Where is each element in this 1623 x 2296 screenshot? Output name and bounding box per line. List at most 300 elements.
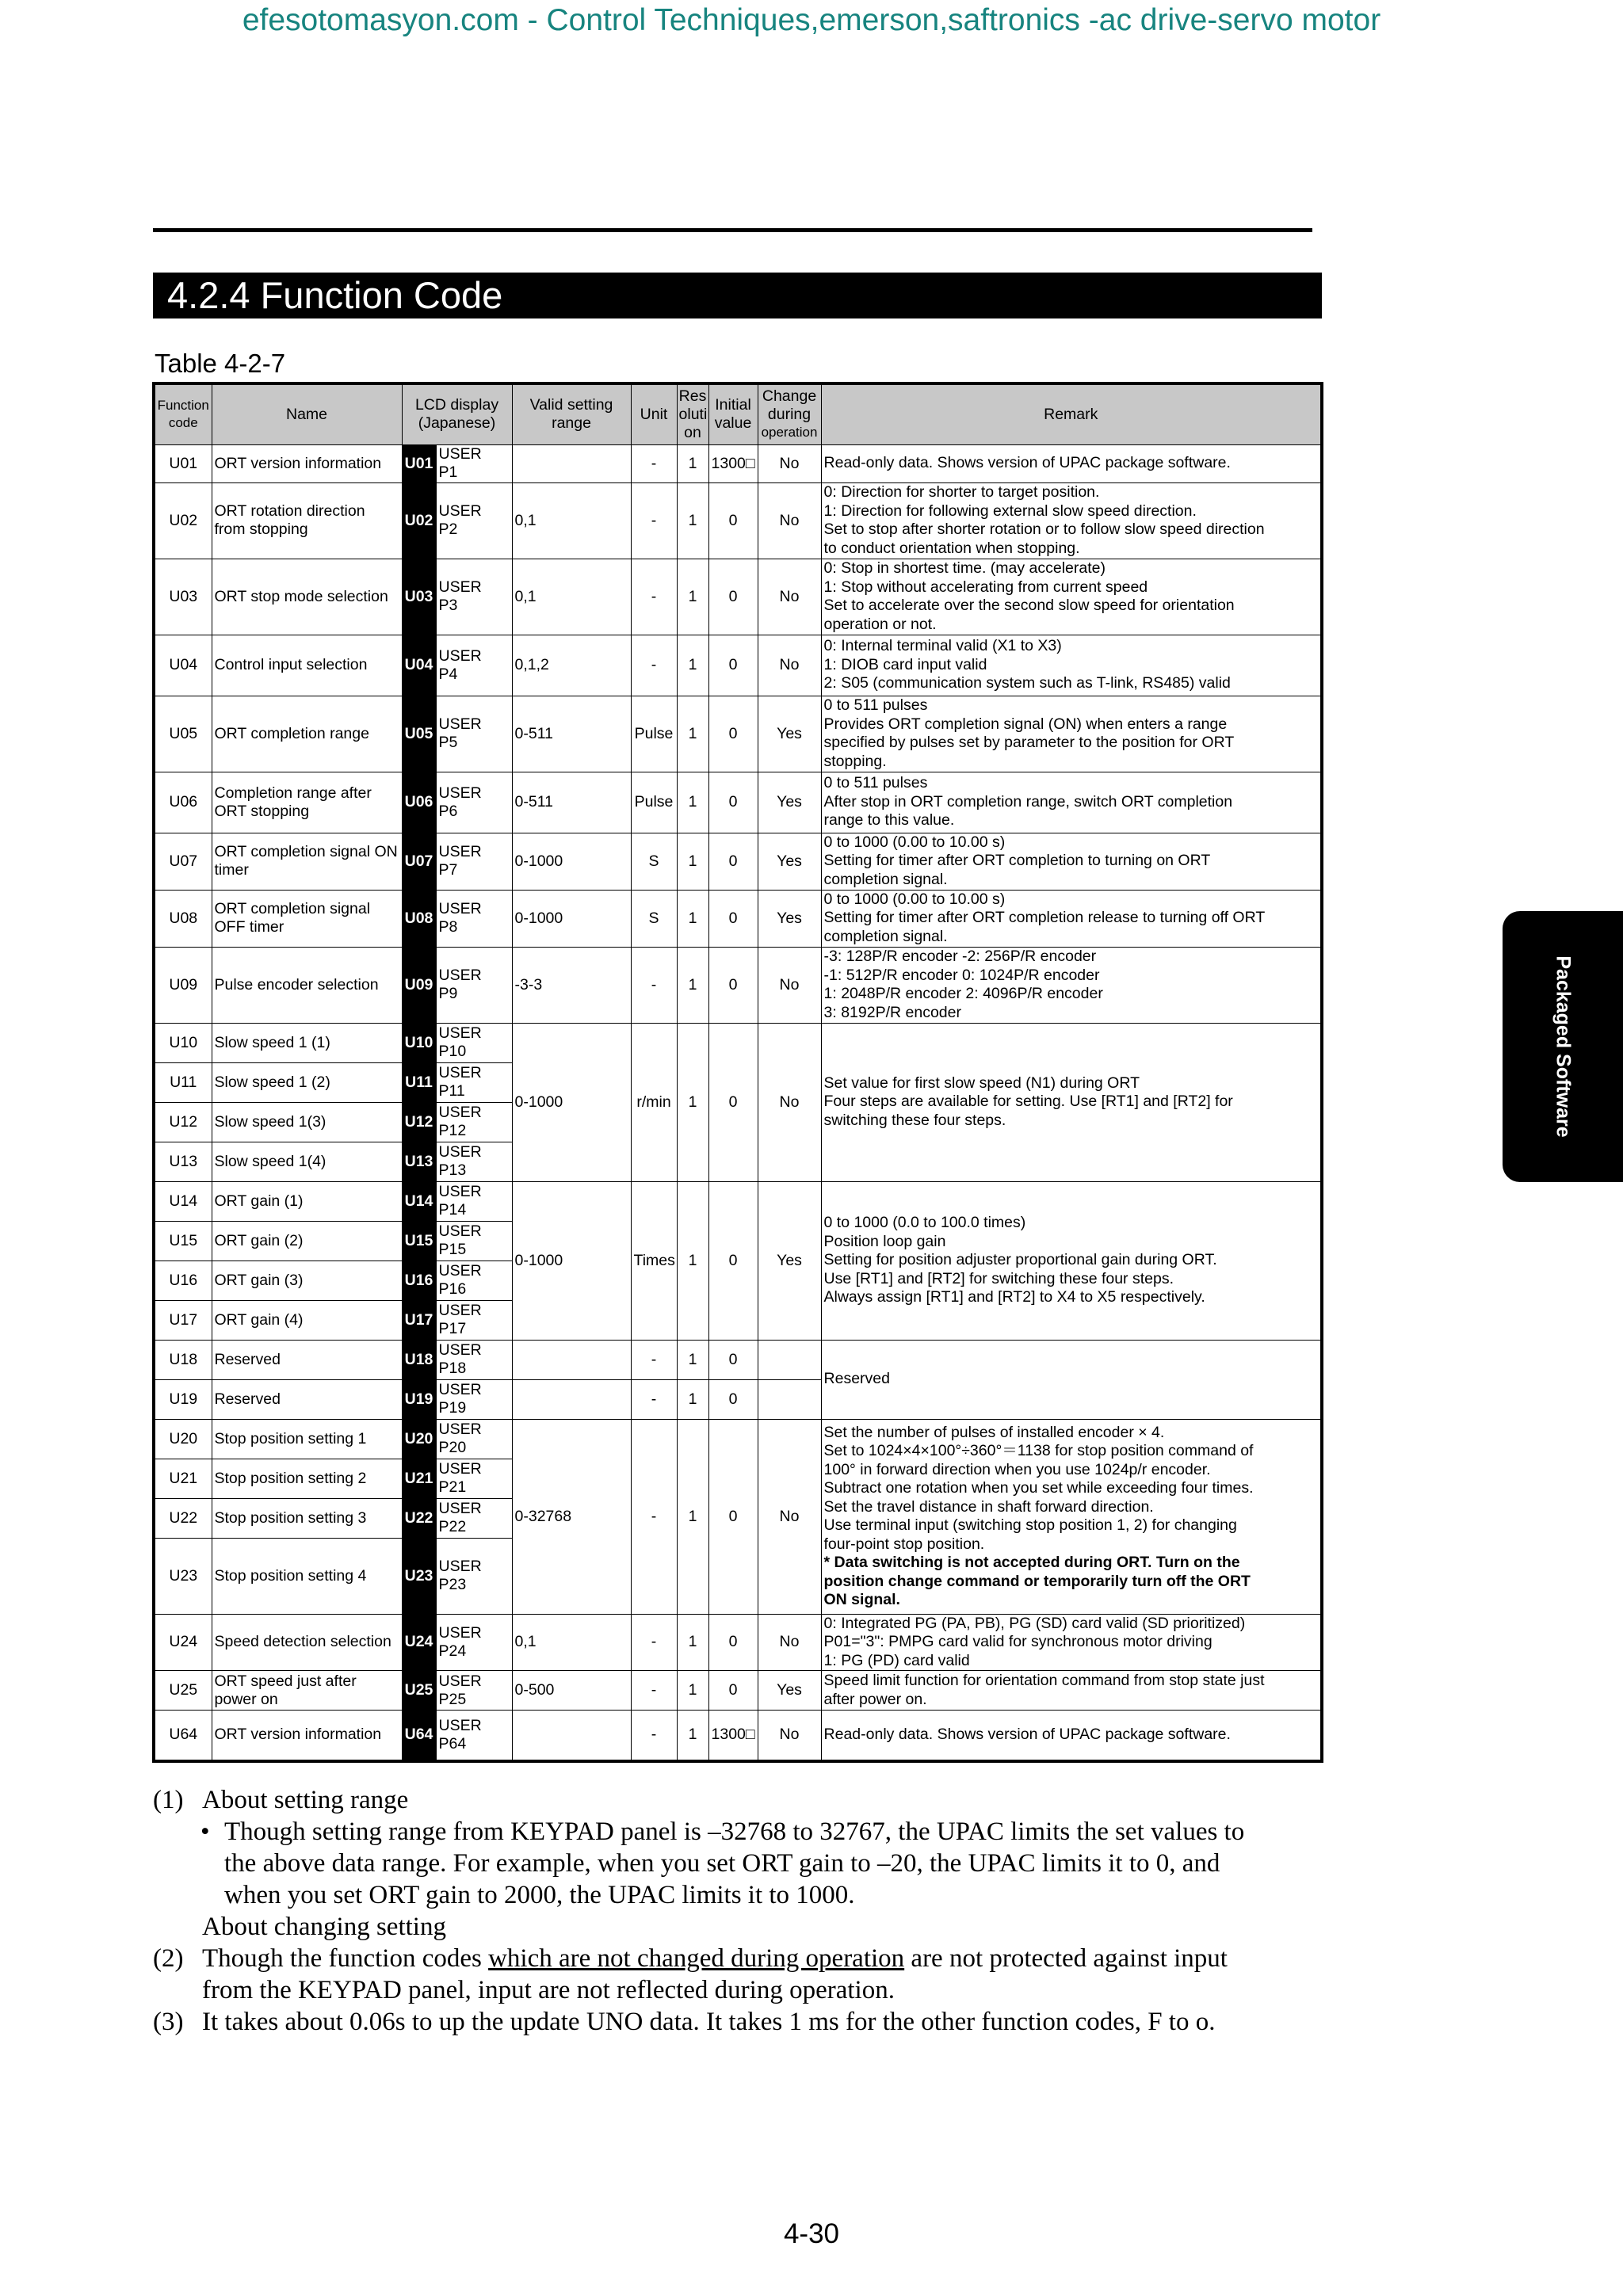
init-cell: 0 bbox=[708, 772, 758, 833]
lcd-user-param: P18 bbox=[438, 1360, 467, 1377]
init-cell: 0 bbox=[708, 1419, 758, 1614]
remark-line: to conduct orientation when stopping. bbox=[823, 539, 1080, 557]
lcd-user-label: USER bbox=[438, 1104, 482, 1121]
note-2-number: (2) bbox=[153, 1944, 184, 1973]
name-cell: Reserved bbox=[212, 1379, 402, 1419]
change-cell: Yes bbox=[758, 833, 821, 890]
unit-cell: - bbox=[631, 1379, 677, 1419]
lcd-user-label: USER bbox=[438, 646, 482, 665]
lcd-code-cell: U11 bbox=[402, 1062, 436, 1102]
range-cell bbox=[512, 1711, 631, 1761]
remark-line: Set the number of pulses of installed encoder × 4. bbox=[823, 1423, 1165, 1441]
header-unit: Unit bbox=[631, 383, 677, 444]
remark-line: -3: 128P/R encoder -2: 256P/R encoder bbox=[823, 948, 1097, 965]
remark-cell bbox=[821, 1023, 1322, 1181]
remark-cell bbox=[821, 1671, 1322, 1711]
name-cell: Control input selection bbox=[212, 635, 402, 696]
lcd-code-cell: U06 bbox=[402, 772, 436, 833]
range-cell bbox=[512, 444, 631, 482]
lcd-user-param: P14 bbox=[438, 1201, 467, 1219]
remark-cell bbox=[821, 1711, 1322, 1761]
lcd-code-cell: U03 bbox=[402, 559, 436, 635]
lcd-code-cell: U15 bbox=[402, 1221, 436, 1261]
side-tab-label: Packaged Software bbox=[1552, 955, 1575, 1138]
remark-line: Setting for position adjuster proportional gain during ORT. bbox=[823, 1251, 1217, 1269]
lcd-user-cell bbox=[436, 1261, 512, 1300]
remark-line-bold: ON signal. bbox=[823, 1591, 900, 1608]
remark-line-bold: position change command or temporarily turn off the ORT bbox=[823, 1572, 1251, 1590]
lcd-user-param: P1 bbox=[438, 463, 458, 481]
function-code-cell: U10 bbox=[154, 1023, 212, 1062]
function-code-cell: U19 bbox=[154, 1379, 212, 1419]
res-cell: 1 bbox=[677, 1671, 708, 1711]
table-row bbox=[154, 444, 1322, 482]
remark-line: Reserved bbox=[823, 1370, 890, 1388]
lcd-user-cell bbox=[436, 1023, 512, 1062]
table-row bbox=[154, 1340, 1322, 1379]
section-title: 4.2.4 Function Code bbox=[153, 273, 1322, 318]
lcd-user-cell bbox=[436, 1671, 512, 1711]
function-code-table bbox=[152, 382, 1323, 1763]
lcd-code-cell: U01 bbox=[402, 444, 436, 482]
lcd-user-param: P10 bbox=[438, 1043, 467, 1060]
watermark-text: efesotomasyon.com - Control Techniques,emerson,saftronics -ac drive-servo motor bbox=[242, 3, 1381, 37]
range-cell: 0-500 bbox=[512, 1671, 631, 1711]
init-cell: 0 bbox=[708, 1340, 758, 1379]
unit-cell: - bbox=[631, 1671, 677, 1711]
lcd-user-cell bbox=[436, 444, 512, 482]
remark-cell bbox=[821, 833, 1322, 890]
remark-line: Subtract one rotation when you set while exceeding four times. bbox=[823, 1479, 1254, 1497]
init-cell: 0 bbox=[708, 482, 758, 559]
lcd-user-label: USER bbox=[438, 1341, 482, 1359]
lcd-user-param: P4 bbox=[438, 665, 458, 683]
lcd-user-cell bbox=[436, 947, 512, 1023]
function-code-cell: U20 bbox=[154, 1419, 212, 1459]
unit-cell: - bbox=[631, 1419, 677, 1614]
change-cell bbox=[758, 1379, 821, 1419]
lcd-user-cell bbox=[436, 1711, 512, 1761]
remark-line: 0: Stop in shortest time. (may accelerate) bbox=[823, 559, 1106, 577]
lcd-user-cell bbox=[436, 1062, 512, 1102]
remark-line: P01="3": PMPG card valid for synchronous motor driving bbox=[823, 1633, 1212, 1650]
header-lcd-display: LCD display (Japanese) bbox=[402, 383, 512, 444]
unit-cell: - bbox=[631, 444, 677, 482]
remark-cell bbox=[821, 635, 1322, 696]
res-cell: 1 bbox=[677, 1340, 708, 1379]
table-row bbox=[154, 1711, 1322, 1761]
name-cell: ORT speed just after power on bbox=[212, 1671, 402, 1711]
remark-line: Read-only data. Shows version of UPAC package software. bbox=[823, 454, 1231, 472]
change-cell: No bbox=[758, 635, 821, 696]
header-initial-value: Initial value bbox=[708, 383, 758, 444]
function-code-cell: U05 bbox=[154, 696, 212, 772]
unit-cell: - bbox=[631, 635, 677, 696]
name-cell: Stop position setting 3 bbox=[212, 1498, 402, 1538]
lcd-user-param: P16 bbox=[438, 1280, 467, 1298]
lcd-user-label: USER bbox=[438, 1064, 482, 1081]
remark-cell bbox=[821, 1340, 1322, 1419]
init-cell: 0 bbox=[708, 559, 758, 635]
res-cell: 1 bbox=[677, 1419, 708, 1614]
lcd-user-label: USER bbox=[438, 1558, 482, 1575]
name-cell: ORT gain (2) bbox=[212, 1221, 402, 1261]
function-code-cell: U17 bbox=[154, 1300, 212, 1340]
function-code-cell: U12 bbox=[154, 1102, 212, 1142]
unit-cell: S bbox=[631, 890, 677, 947]
remark-line: 0: Direction for shorter to target position. bbox=[823, 483, 1100, 501]
remark-line: Provides ORT completion signal (ON) when enters a range bbox=[823, 715, 1228, 733]
remark-line: Set to stop after shorter rotation or to follow slow speed direction bbox=[823, 521, 1265, 538]
remark-line: switching these four steps. bbox=[823, 1111, 1006, 1129]
lcd-user-cell bbox=[436, 1221, 512, 1261]
lcd-user-label: USER bbox=[438, 1421, 482, 1438]
remark-line: 3: 8192P/R encoder bbox=[823, 1003, 961, 1021]
lcd-user-param: P21 bbox=[438, 1478, 467, 1496]
lcd-user-param: P11 bbox=[438, 1082, 465, 1100]
table-row bbox=[154, 772, 1322, 833]
remark-line: 0 to 1000 (0.00 to 10.00 s) bbox=[823, 833, 1006, 851]
remark-line: 0 to 1000 (0.00 to 10.00 s) bbox=[823, 890, 1006, 908]
lcd-user-param: P3 bbox=[438, 597, 458, 614]
lcd-code-cell: U14 bbox=[402, 1181, 436, 1221]
remark-line: after power on. bbox=[823, 1690, 927, 1708]
change-cell: No bbox=[758, 1023, 821, 1181]
remark-line: Read-only data. Shows version of UPAC package software. bbox=[823, 1726, 1231, 1743]
lcd-user-param: P19 bbox=[438, 1399, 467, 1417]
name-cell: ORT stop mode selection bbox=[212, 559, 402, 635]
lcd-user-label: USER bbox=[438, 1262, 482, 1280]
res-cell: 1 bbox=[677, 1614, 708, 1671]
name-cell: Speed detection selection bbox=[212, 1614, 402, 1671]
note-2-text: from the KEYPAD panel, input are not reflected during operation. bbox=[202, 1976, 895, 2004]
unit-cell: r/min bbox=[631, 1023, 677, 1181]
change-cell: No bbox=[758, 444, 821, 482]
function-code-cell: U21 bbox=[154, 1459, 212, 1498]
unit-cell: - bbox=[631, 559, 677, 635]
res-cell: 1 bbox=[677, 635, 708, 696]
res-cell: 1 bbox=[677, 947, 708, 1023]
remark-line: 1: Stop without accelerating from current speed bbox=[823, 578, 1148, 596]
header-valid-range: Valid setting range bbox=[512, 383, 631, 444]
lcd-user-cell bbox=[436, 772, 512, 833]
function-code-cell: U14 bbox=[154, 1181, 212, 1221]
function-code-cell: U09 bbox=[154, 947, 212, 1023]
remark-line: specified by pulses set by parameter to the position for ORT bbox=[823, 734, 1235, 751]
name-cell: ORT rotation direction from stopping bbox=[212, 482, 402, 559]
lcd-user-param: P17 bbox=[438, 1320, 467, 1337]
note-1-text: the above data range. For example, when you set ORT gain to –20, the UPAC limits it to 0, and bbox=[224, 1849, 1220, 1878]
init-cell: 1300□ bbox=[708, 444, 758, 482]
lcd-user-label: USER bbox=[438, 1183, 482, 1200]
remark-line: Speed limit function for orientation command from stop state just bbox=[823, 1672, 1265, 1689]
remark-line: 0 to 511 pulses bbox=[823, 696, 928, 714]
note-1-title: About setting range bbox=[202, 1786, 409, 1814]
side-tab bbox=[1503, 911, 1623, 1182]
change-cell: Yes bbox=[758, 772, 821, 833]
remark-line: 1: DIOB card input valid bbox=[823, 655, 987, 673]
change-cell: Yes bbox=[758, 696, 821, 772]
lcd-user-cell bbox=[436, 1614, 512, 1671]
function-code-cell: U23 bbox=[154, 1538, 212, 1614]
unit-cell: - bbox=[631, 1711, 677, 1761]
init-cell: 0 bbox=[708, 1671, 758, 1711]
name-cell: Completion range after ORT stopping bbox=[212, 772, 402, 833]
lcd-user-cell bbox=[436, 1142, 512, 1181]
function-code-cell: U07 bbox=[154, 833, 212, 890]
lcd-user-label: USER bbox=[438, 1222, 482, 1240]
res-cell: 1 bbox=[677, 833, 708, 890]
remark-line: four-point stop position. bbox=[823, 1535, 985, 1553]
lcd-user-cell bbox=[436, 696, 512, 772]
range-cell: 0-1000 bbox=[512, 1181, 631, 1340]
table-body bbox=[154, 444, 1322, 1761]
remark-line: 1: 2048P/R encoder 2: 4096P/R encoder bbox=[823, 985, 1103, 1002]
function-code-cell: U11 bbox=[154, 1062, 212, 1102]
note-1-text: Though setting range from KEYPAD panel is –32768 to 32767, the UPAC limits the set values to bbox=[224, 1817, 1245, 1846]
lcd-user-cell bbox=[436, 1459, 512, 1498]
res-cell: 1 bbox=[677, 890, 708, 947]
lcd-user-label: USER bbox=[438, 784, 482, 802]
lcd-code-cell: U24 bbox=[402, 1614, 436, 1671]
lcd-user-param: P9 bbox=[438, 985, 458, 1002]
lcd-code-cell: U04 bbox=[402, 635, 436, 696]
lcd-user-label: USER bbox=[438, 843, 482, 860]
table-row bbox=[154, 696, 1322, 772]
remark-line: Set value for first slow speed (N1) during ORT bbox=[823, 1074, 1140, 1092]
remark-line: Setting for timer after ORT completion to turning on ORT bbox=[823, 852, 1211, 870]
res-cell: 1 bbox=[677, 1023, 708, 1181]
name-cell: ORT gain (3) bbox=[212, 1261, 402, 1300]
remark-line: Set to 1024×4×100°÷360°＝1138 for stop position command of bbox=[823, 1442, 1254, 1459]
function-code-cell: U16 bbox=[154, 1261, 212, 1300]
init-cell: 0 bbox=[708, 635, 758, 696]
function-code-cell: U06 bbox=[154, 772, 212, 833]
lcd-user-cell bbox=[436, 482, 512, 559]
lcd-user-cell bbox=[436, 635, 512, 696]
init-cell: 0 bbox=[708, 890, 758, 947]
lcd-user-param: P12 bbox=[438, 1122, 467, 1139]
lcd-user-param: P20 bbox=[438, 1439, 467, 1456]
remark-cell bbox=[821, 559, 1322, 635]
lcd-user-cell bbox=[436, 1419, 512, 1459]
unit-cell: - bbox=[631, 1340, 677, 1379]
remark-line: 0 to 511 pulses bbox=[823, 774, 928, 792]
remark-cell bbox=[821, 947, 1322, 1023]
lcd-user-param: P25 bbox=[438, 1690, 467, 1708]
lcd-user-cell bbox=[436, 1379, 512, 1419]
lcd-code-cell: U05 bbox=[402, 696, 436, 772]
header-function-code: Function code bbox=[154, 383, 212, 444]
table-row bbox=[154, 890, 1322, 947]
unit-cell: - bbox=[631, 482, 677, 559]
lcd-user-label: USER bbox=[438, 1024, 482, 1042]
unit-cell: - bbox=[631, 947, 677, 1023]
table-row bbox=[154, 833, 1322, 890]
lcd-user-label: USER bbox=[438, 1623, 482, 1642]
lcd-user-label: USER bbox=[438, 578, 482, 596]
lcd-user-cell bbox=[436, 559, 512, 635]
name-cell: ORT gain (4) bbox=[212, 1300, 402, 1340]
name-cell: ORT completion signal ON timer bbox=[212, 833, 402, 890]
lcd-user-cell bbox=[436, 1498, 512, 1538]
note-bullet: • bbox=[200, 1817, 210, 1846]
lcd-code-cell: U19 bbox=[402, 1379, 436, 1419]
lcd-user-label: USER bbox=[438, 900, 482, 917]
name-cell: ORT gain (1) bbox=[212, 1181, 402, 1221]
remark-line: -1: 512P/R encoder 0: 1024P/R encoder bbox=[823, 966, 1100, 984]
lcd-code-cell: U23 bbox=[402, 1538, 436, 1614]
table-row bbox=[154, 559, 1322, 635]
lcd-user-label: USER bbox=[438, 1381, 482, 1398]
remark-cell bbox=[821, 482, 1322, 559]
function-code-cell: U01 bbox=[154, 444, 212, 482]
lcd-code-cell: U12 bbox=[402, 1102, 436, 1142]
remark-cell bbox=[821, 1614, 1322, 1671]
unit-cell: - bbox=[631, 1614, 677, 1671]
note-1-text: when you set ORT gain to 2000, the UPAC limits it to 1000. bbox=[224, 1881, 855, 1909]
lcd-user-param: P2 bbox=[438, 521, 458, 538]
lcd-code-cell: U02 bbox=[402, 482, 436, 559]
lcd-code-cell: U10 bbox=[402, 1023, 436, 1062]
lcd-code-cell: U16 bbox=[402, 1261, 436, 1300]
lcd-user-label: USER bbox=[438, 1716, 482, 1734]
header-resolution: Res oluti on bbox=[677, 383, 708, 444]
lcd-user-param: P23 bbox=[438, 1576, 467, 1593]
change-cell: Yes bbox=[758, 1181, 821, 1340]
change-cell: Yes bbox=[758, 1671, 821, 1711]
lcd-user-label: USER bbox=[438, 715, 482, 733]
range-cell: 0-32768 bbox=[512, 1419, 631, 1614]
change-cell: No bbox=[758, 559, 821, 635]
remark-line: Four steps are available for setting. Use [RT1] and [RT2] for bbox=[823, 1093, 1233, 1111]
lcd-user-param: P7 bbox=[438, 861, 458, 879]
table-header-row bbox=[154, 383, 1322, 444]
lcd-user-label: USER bbox=[438, 1302, 482, 1319]
remark-line: range to this value. bbox=[823, 811, 955, 830]
res-cell: 1 bbox=[677, 1711, 708, 1761]
lcd-user-param: P64 bbox=[438, 1734, 467, 1753]
lcd-user-label: USER bbox=[438, 967, 482, 984]
header-name: Name bbox=[212, 383, 402, 444]
lcd-user-cell bbox=[436, 1340, 512, 1379]
remark-line: Always assign [RT1] and [RT2] to X4 to X5 respectively. bbox=[823, 1288, 1205, 1306]
lcd-user-cell bbox=[436, 1300, 512, 1340]
res-cell: 1 bbox=[677, 444, 708, 482]
init-cell: 0 bbox=[708, 833, 758, 890]
range-cell: 0,1,2 bbox=[512, 635, 631, 696]
function-code-cell: U22 bbox=[154, 1498, 212, 1538]
remark-line: Use [RT1] and [RT2] for switching these four steps. bbox=[823, 1269, 1174, 1287]
range-cell: 0-1000 bbox=[512, 1023, 631, 1181]
range-cell bbox=[512, 1340, 631, 1379]
remark-line: After stop in ORT completion range, switch ORT completion bbox=[823, 792, 1233, 810]
res-cell: 1 bbox=[677, 482, 708, 559]
range-cell: 0,1 bbox=[512, 1614, 631, 1671]
lcd-user-label: USER bbox=[438, 1143, 482, 1161]
lcd-user-cell bbox=[436, 890, 512, 947]
change-cell: No bbox=[758, 482, 821, 559]
lcd-user-cell bbox=[436, 1538, 512, 1614]
function-code-cell: U04 bbox=[154, 635, 212, 696]
unit-cell: Pulse bbox=[631, 772, 677, 833]
table-row bbox=[154, 1614, 1322, 1671]
note-2-text: Though the function codes which are not changed during operation are not protected against input bbox=[202, 1944, 1228, 1973]
unit-cell: Pulse bbox=[631, 696, 677, 772]
function-code-cell: U24 bbox=[154, 1614, 212, 1671]
remark-cell bbox=[821, 444, 1322, 482]
table-row bbox=[154, 1023, 1322, 1062]
remark-line: stopping. bbox=[823, 752, 887, 770]
lcd-code-cell: U25 bbox=[402, 1671, 436, 1711]
change-cell: No bbox=[758, 1711, 821, 1761]
res-cell: 1 bbox=[677, 1181, 708, 1340]
remark-line-bold: * Data switching is not accepted during ORT. Turn on the bbox=[823, 1554, 1240, 1571]
function-code-cell: U25 bbox=[154, 1671, 212, 1711]
note-1b-title: About changing setting bbox=[202, 1913, 446, 1941]
name-cell: Pulse encoder selection bbox=[212, 947, 402, 1023]
res-cell: 1 bbox=[677, 1379, 708, 1419]
change-cell: No bbox=[758, 947, 821, 1023]
note-2-underlined: which are not changed during operation bbox=[488, 1944, 905, 1973]
name-cell: Reserved bbox=[212, 1340, 402, 1379]
lcd-code-cell: U09 bbox=[402, 947, 436, 1023]
lcd-user-param: P6 bbox=[438, 802, 458, 820]
remark-cell bbox=[821, 890, 1322, 947]
change-cell bbox=[758, 1340, 821, 1379]
remark-line: 0: Internal terminal valid (X1 to X3) bbox=[823, 637, 1062, 655]
res-cell: 1 bbox=[677, 696, 708, 772]
function-code-cell: U02 bbox=[154, 482, 212, 559]
remark-line: 2: S05 (communication system such as T-link, RS485) valid bbox=[823, 674, 1231, 692]
lcd-user-param: P5 bbox=[438, 734, 458, 751]
init-cell: 0 bbox=[708, 1023, 758, 1181]
table-row bbox=[154, 1419, 1322, 1459]
name-cell: Stop position setting 4 bbox=[212, 1538, 402, 1614]
remark-line: 0: Integrated PG (PA, PB), PG (SD) card valid (SD prioritized) bbox=[823, 1614, 1246, 1632]
page-number: 4-30 bbox=[783, 2218, 840, 2249]
lcd-user-param: P15 bbox=[438, 1241, 467, 1258]
name-cell: Slow speed 1 (1) bbox=[212, 1023, 402, 1062]
res-cell: 1 bbox=[677, 772, 708, 833]
header-rule bbox=[153, 228, 1312, 232]
table-row bbox=[154, 482, 1322, 559]
remark-line: 100° in forward direction when you use 1024p/r encoder. bbox=[823, 1460, 1211, 1478]
function-code-cell: U15 bbox=[154, 1221, 212, 1261]
range-cell: 0,1 bbox=[512, 559, 631, 635]
lcd-user-param: P13 bbox=[438, 1161, 467, 1179]
name-cell: Slow speed 1(3) bbox=[212, 1102, 402, 1142]
lcd-user-param: P24 bbox=[438, 1642, 467, 1660]
function-code-cell: U13 bbox=[154, 1142, 212, 1181]
change-cell: No bbox=[758, 1614, 821, 1671]
function-code-cell: U64 bbox=[154, 1711, 212, 1761]
table-row bbox=[154, 635, 1322, 696]
name-cell: ORT version information bbox=[212, 444, 402, 482]
lcd-user-label: USER bbox=[438, 1500, 482, 1517]
table-caption: Table 4-2-7 bbox=[155, 349, 286, 378]
remark-line: Set the travel distance in shaft forward direction. bbox=[823, 1497, 1154, 1516]
range-cell: 0-511 bbox=[512, 696, 631, 772]
function-code-cell: U03 bbox=[154, 559, 212, 635]
range-cell bbox=[512, 1379, 631, 1419]
remark-line: Setting for timer after ORT completion release to turning off ORT bbox=[823, 909, 1266, 927]
lcd-code-cell: U21 bbox=[402, 1459, 436, 1498]
lcd-user-param: P8 bbox=[438, 918, 458, 936]
lcd-code-cell: U20 bbox=[402, 1419, 436, 1459]
lcd-user-cell bbox=[436, 833, 512, 890]
table-row bbox=[154, 947, 1322, 1023]
